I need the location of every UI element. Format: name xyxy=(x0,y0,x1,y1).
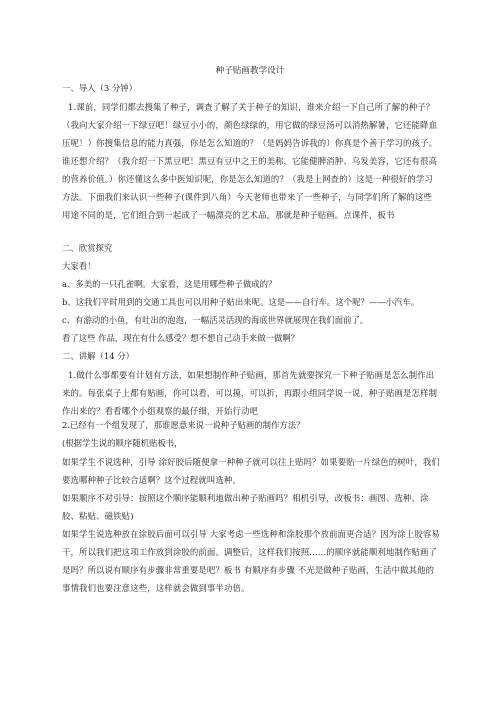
section-heading-intro: 一、导入（3 分钟） xyxy=(62,83,137,93)
document-title: 种子贴画教学设计 xyxy=(215,66,285,76)
paragraph-guide-select: 如果学生不说选种，引导 涂好胶后随便拿一种种子就可以往上贴吗？如果要贴一片绿色的树叶，我们要选哪种种子比较合适啊？这个过程就叫选种。 xyxy=(62,457,440,485)
text-look: 大家看！ xyxy=(62,261,96,271)
paragraph-explain-1: 1.做什么事都要有计划有方法，如果想制作种子贴画，那首先就要探究一下种子贴画是怎么制作出来的。每张桌子上都有贴画，你可以看，可以摸，可以折，再跟小组同学说一说，种子贴画是怎样制作出来的？看看哪个小组观察的最仔细，开始行动吧 xyxy=(62,370,438,416)
text-feeling: 看了这些 作品，现在有什么感受？想不想自己动手来做一做啊？ xyxy=(62,333,300,343)
list-item-c: c、有游动的小鱼，有吐出的泡泡，一幅活灵活现的海底世界就展现在我们面前了。 xyxy=(62,315,369,325)
section-heading-appreciate: 二、欣赏探究 xyxy=(62,243,113,253)
list-item-b: b、这我们平时用到的交通工具也可以用种子贴出来呢。这是——自行车。这个呢？——小汽车。 xyxy=(62,297,420,307)
paragraph-intro: 1.课前，同学们都去搜集了种子，调查了解了关于种子的知识，谁来介绍一下自己所了解的种子？（我向大家介绍一下绿豆吧！绿豆小小的，颜色绿绿的，用它做的绿豆汤可以消热解暑，它还能降血压呢！）你搜集信息的能力真强，你是怎么知道的？（是妈妈告诉我的）你真是个善于学习的孩子。谁还想介绍？（我介绍一下黑豆吧！黑豆有豆中之王的美称，它能健脾消肿、乌发美容，它还有很高的营养价值。）你还懂这么多中医知识呢，你是怎么知道的？（我是上网查的）这是一种很好的学习方法。下面我们来认识一些种子(课件到八角）今天老师也带来了一些种子，与同学们所了解的这些用途不同的是，它们组合到一起成了一幅漂亮的艺术品，那就是种子贴画。点课件，板书 xyxy=(62,102,438,220)
list-item-a: a、多美的一只孔雀啊。大家看，这是用哪些种子做成的？ xyxy=(62,279,277,289)
text-random-board: (根据学生说的顺序随机贴板书， xyxy=(62,438,183,448)
section-heading-explain: 二、讲解（14 分） xyxy=(62,351,134,361)
paragraph-guide-order: 如果顺序不对引导：按照这个顺序能顺利地做出种子贴画吗？相机引导，改板书：画图、选种、涂胶、粘贴、磁铁贴) xyxy=(62,493,429,521)
text-explain-2: 2.已经有一个组发现了，那谁愿意来说一说种子贴画的制作方法？ xyxy=(62,420,305,430)
paragraph-guide-glue: 如果学生说选种放在涂胶后面可以引导 大家考虑一些选种和涂胶那个放前面更合适？因为涂上胶容易干，所以我们把这项工作放到涂胶的前面。调整后，这样我们按照……的顺序就能顺利地制作贴画了是吗？所以说有顺序有步骤非常重要是吧？板书 有顺序有步骤 不光是做种子贴画，生活中做其他的事情我们也要注意这些，这样就会做到事半功倍。 xyxy=(62,529,440,593)
